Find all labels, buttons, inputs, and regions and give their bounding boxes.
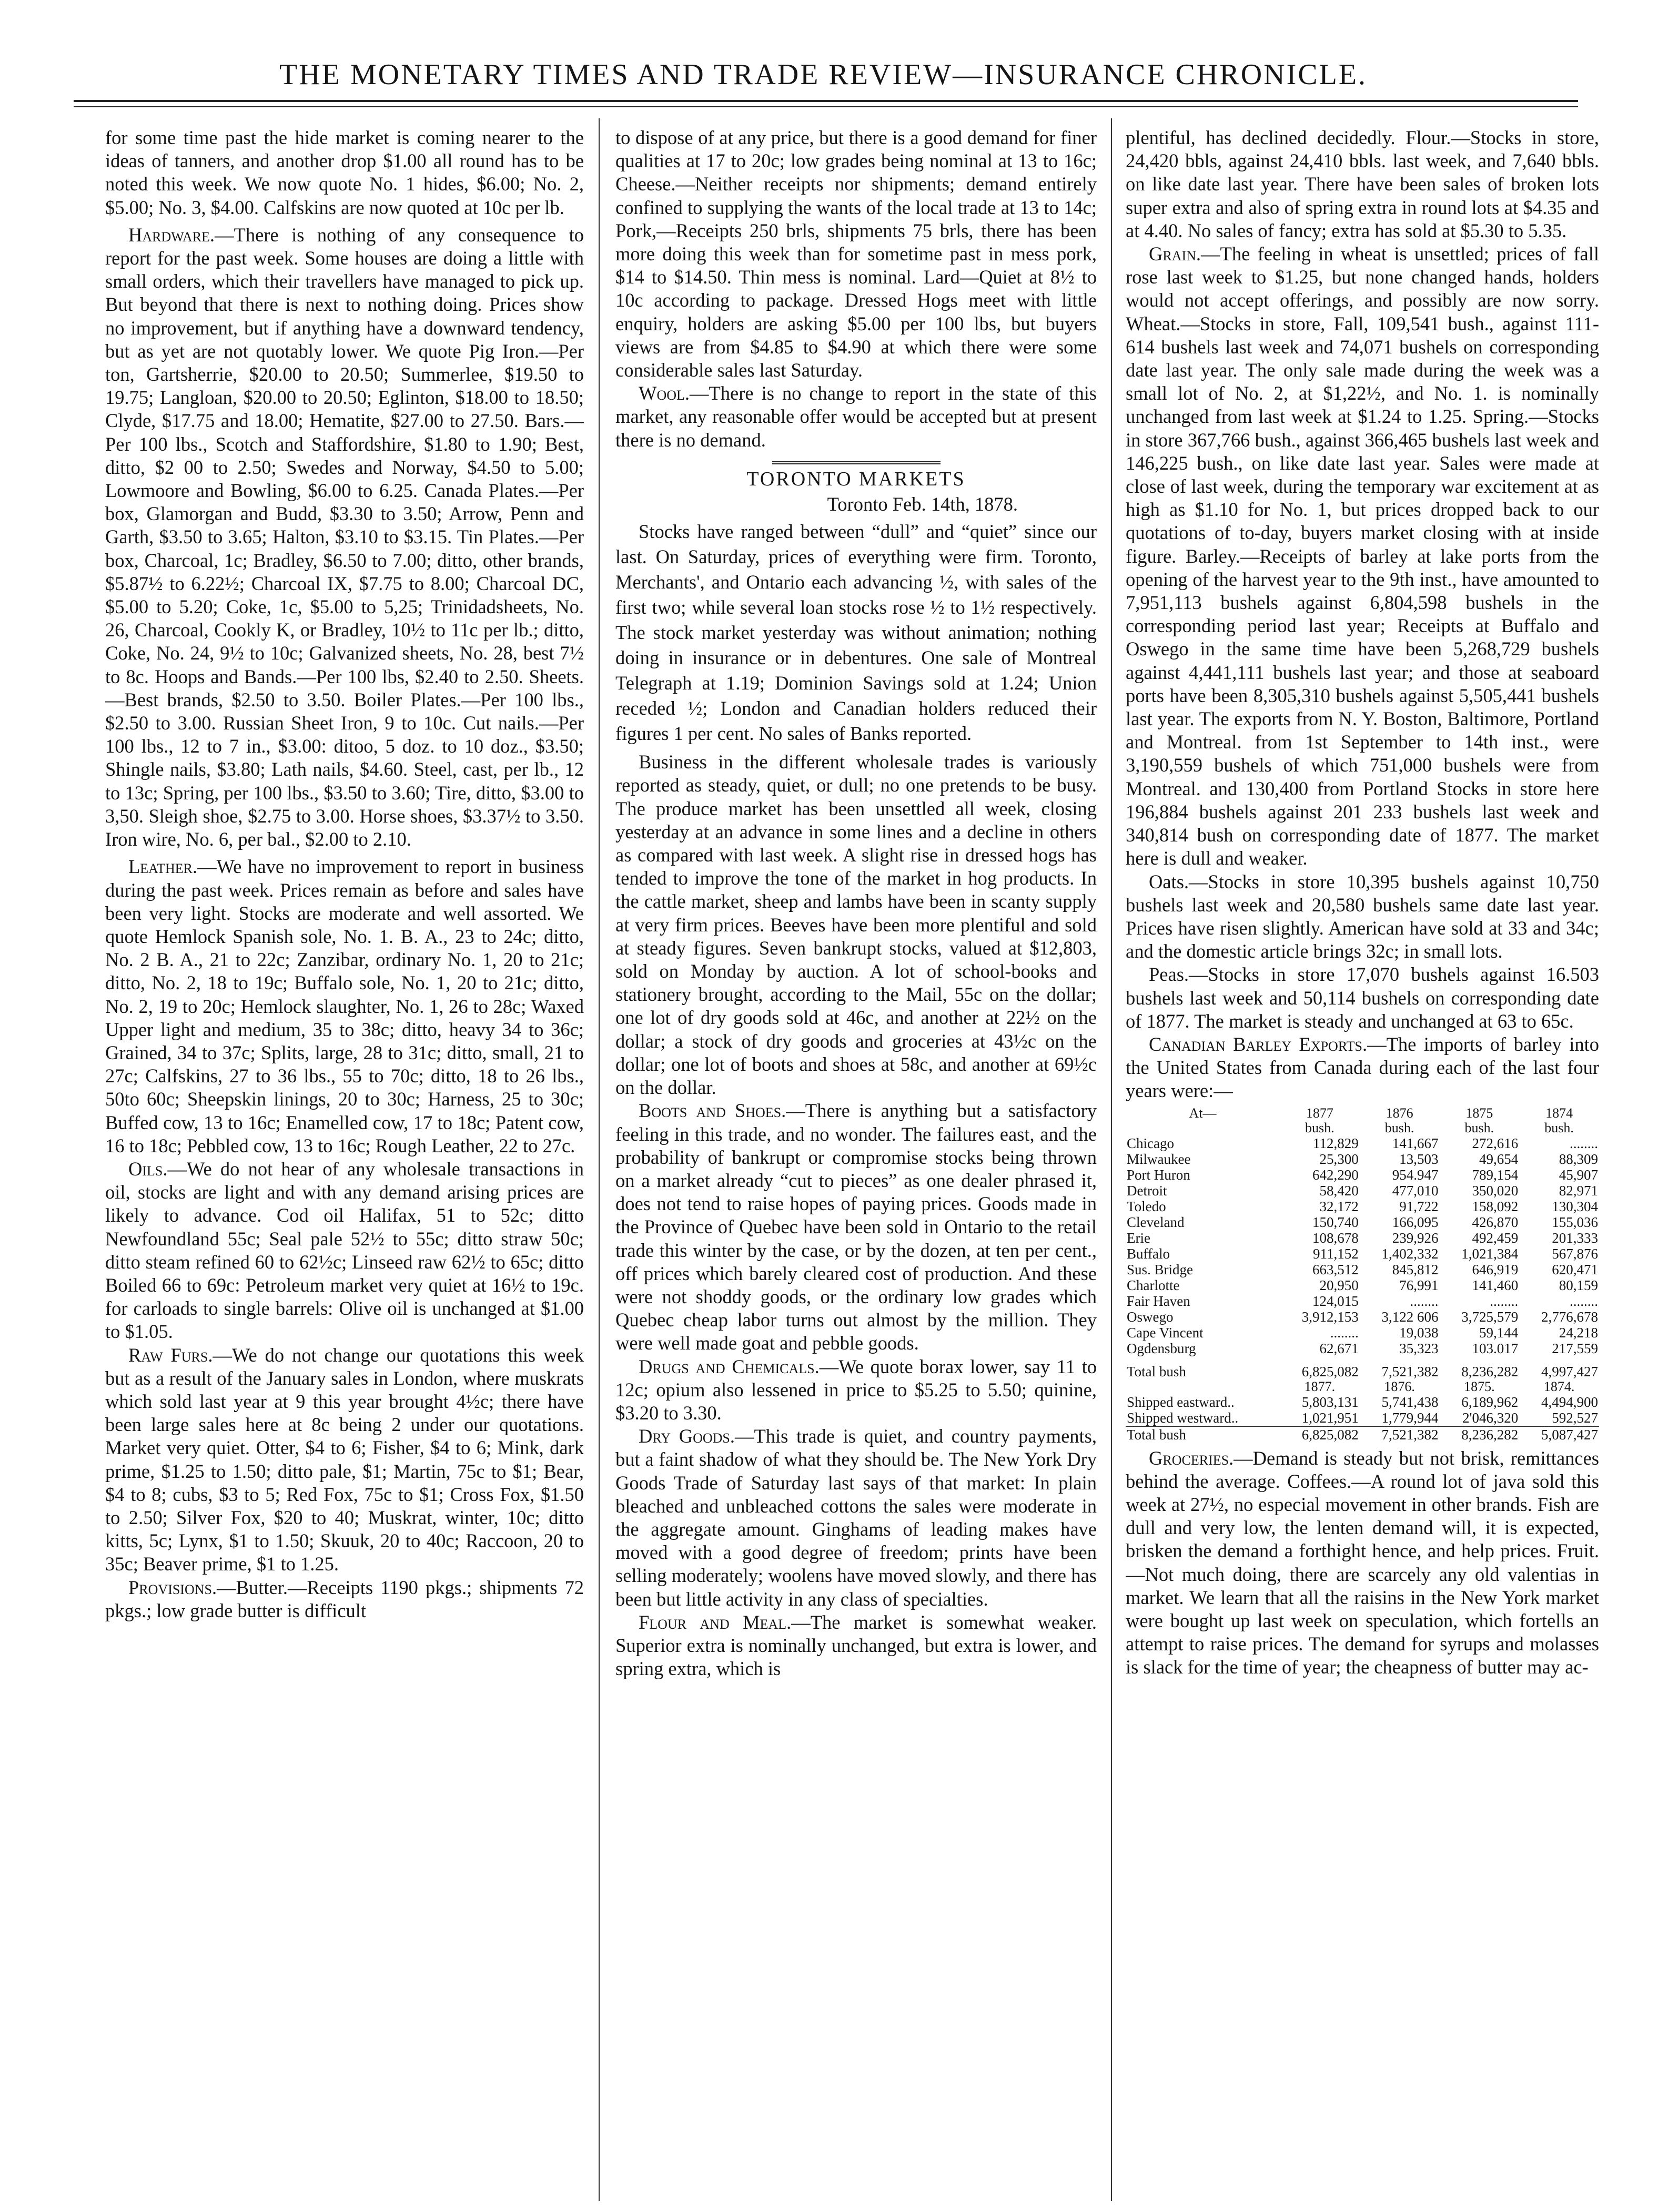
wool-text: —There is no change to report in the state of this market, any reasonable offer would be accepted but at present there is no demand. [615,382,1097,451]
table-unit-cell: bush. [1384,1120,1414,1135]
table-row [1126,1293,1599,1309]
flour-section [615,1611,1097,1681]
hardware-heading: Hardware. [128,224,215,246]
table-row [1126,1325,1599,1341]
table-row [1126,1277,1599,1293]
table-total-cell: 6,825,082 [1301,1363,1359,1379]
table-row [1126,1341,1599,1356]
header-rule-thick [74,100,1578,102]
drugs-section [615,1355,1097,1425]
table-value-cell: 492,459 [1472,1230,1519,1246]
column-3 [1126,126,1599,2204]
table-value-cell: 789,154 [1472,1166,1519,1183]
table-value-cell: 108,678 [1312,1230,1359,1246]
table-blank-cell [1126,1379,1280,1394]
groceries-heading: Groceries. [1149,1447,1234,1469]
column-divider-2 [1111,118,1112,2201]
table-westward-row [1126,1410,1599,1426]
table-port-name: Cape Vincent [1127,1324,1204,1341]
table-value-cell: 592,527 [1552,1409,1598,1426]
table-value-cell: 2'046,320 [1462,1409,1519,1426]
grain-section [1126,242,1599,870]
column-2 [615,126,1097,2204]
table-total-cell: 7,521,382 [1381,1426,1439,1443]
table-value-cell: 124,015 [1312,1293,1359,1309]
table-row [1126,1309,1599,1325]
table-value-cell: 80,159 [1559,1277,1598,1293]
dry-goods-heading: Dry Goods. [639,1425,735,1447]
provisions-continued: to dispose of at any price, but there is a good demand for finer qualities at 17 to 20c; low grades being nominal at 13 to 16c; Cheese.—Neither receipts nor shipments; demand entirely confined to supplying the wants of the local trade at 13 to 14c; Pork,—Receipts 250 brls, shipments 75 brls, there has been more doing this week than for sometime past in mess pork, $14 to $14.50. Thin mess is nominal. Lard—Quiet at 8½ to 10c according to package. Dressed Hogs meet with little enquiry, holders are asking $5.00 per 100 lbs, but buyers views are from $4.85 to $4.90 at which there were some considerable sales last Saturday. [615,127,1097,381]
table-port-name: Milwaukee [1127,1151,1191,1167]
dry-goods-text: —This trade is quiet, and country payments, but a faint shadow of what they should be. The New York Dry Goods Trade of Saturday last says of that market: In plain bleached and unbleached cottons the sales were moderate in the aggregate amount. Ginghams of leading makes have moved with a good degree of freedom; prints have been selling moderately; woolens have moved slowly, and there has been but little activity in any class of specialties. [615,1425,1097,1610]
table-year-cell: 1877. [1304,1378,1336,1394]
table-value-cell: 76,991 [1399,1277,1439,1293]
provisions-section [105,1576,584,1622]
peas-paragraph: Peas.—Stocks in store 17,070 bushels against 16.503 bushels last week and 50,114 bushels on corresponding date of 1877. The market is steady and unchanged at 63 to 65c. [1126,963,1599,1032]
business-paragraph: Business in the different wholesale trades is variously reported as steady, quiet, or dull; no one pretends to be busy. The produce market has been unsettled all week, closing yesterday at an advance in some lines and a decline in others as compared with last week. A slight rise in dressed hogs has tended to improve the tone of the market in hog products. In the cattle market, sheep and lambs have been in scanty supply at very firm prices. Beeves have been more plentiful and sold at steady figures. Seven bankrupt stocks, valued at $12,803, sold on Monday by auction. A lot of school-books and stationery brought, according to the Mail, 55c on the dollar; one lot of dry goods sold at 46c, and another at 22½ on the dollar; a stock of dry goods and groceries at 43½c on the dollar; one lot of boots and shoes at 58c, and another at 69½c on the dollar. [615,751,1097,1099]
boots-heading: Boots and Shoes. [639,1100,786,1122]
table-year-cell: 1876 [1386,1105,1413,1121]
table-value-cell: 1,021,951 [1301,1409,1359,1426]
table-row [1126,1167,1599,1183]
table-value-cell: ........ [1410,1293,1439,1309]
table-total-row-2 [1126,1427,1599,1443]
table-value-cell: 155,036 [1552,1214,1598,1230]
table-value-cell: 1,402,332 [1381,1245,1439,1262]
table-value-cell: 35,323 [1399,1340,1439,1356]
table-value-cell: 620,471 [1552,1261,1598,1277]
table-year-header [1126,1106,1599,1121]
table-value-cell: 82,971 [1559,1182,1598,1199]
table-value-cell: 32,172 [1319,1198,1359,1214]
table-port-name: Erie [1127,1230,1150,1246]
wool-heading: Wool. [639,382,690,404]
groceries-section [1126,1447,1599,1679]
table-total-label: Total bush [1127,1363,1186,1379]
table-at-label: At— [1189,1105,1217,1121]
table-value-cell: 24,218 [1559,1324,1598,1341]
leather-text: —We have no improvement to report in business during the past week. Prices remain as before and sales have been very light. Stocks are moderate and well assorted. We quote Hemlock Spanish sole, No. 1. B. A., 23 to 24c; ditto, No. 2 B. A., 21 to 22c; Zanzibar, ordinary No. 1, 20 to 21c; ditto, No. 2, 18 to 19c; Buffalo sole, No. 1, 20 to 21c; ditto, No. 2, 19 to 20c; Hemlock slaughter, No. 1, 26 to 28c; Waxed Upper light and medium, 35 to 38c; ditto, heavy 34 to 36c; Grained, 34 to 37c; Splits, large, 28 to 31c; ditto, small, 21 to 27c; Calfskins, 27 to 36 lbs., 55 to 70c; ditto, 18 to 26 lbs., 50to 60c; Sheepskin linings, 20 to 30c; Harness, 25 to 30c; Buffed cow, 13 to 16c; Enamelled cow, 17 to 18c; Patent cow, 16 to 18c; Pebbled cow, 13 to 16c; Rough Leather, 22 to 27c. [105,856,584,1156]
leather-heading: Leather. [128,856,198,878]
table-value-cell: 663,512 [1312,1261,1359,1277]
table-unit-cell: bush. [1464,1120,1494,1135]
table-value-cell: 239,926 [1392,1230,1439,1246]
table-value-cell: 201,333 [1552,1230,1598,1246]
table-port-name: Fair Haven [1127,1293,1190,1309]
table-unit-cell: bush. [1305,1120,1335,1135]
table-value-cell: 58,420 [1319,1182,1359,1199]
oils-text: —We do not hear of any wholesale transactions in oil, stocks are light and with any demand arising prices are likely to advance. Cod oil Halifax, 51 to 52c; ditto Newfoundland 55c; Seal pale 52½ to 55c; ditto straw 50c; ditto steam refined 60 to 62½c; Linseed raw 62½ to 65c; ditto Boiled 66 to 69c: Petroleum market very quiet at 16½ to 19c. for carloads to single barrels: Olive oil is unchanged at $1.00 to $1.05. [105,1158,584,1343]
table-value-cell: 2,776,678 [1541,1308,1598,1325]
table-total-cell: 8,236,282 [1461,1363,1519,1379]
furs-heading: Raw Furs. [128,1344,213,1366]
table-value-cell: 5,741,438 [1381,1394,1439,1410]
table-row [1126,1214,1599,1230]
table-value-cell: 141,460 [1472,1277,1519,1293]
table-unit-cell: bush. [1544,1120,1574,1135]
drugs-heading: Drugs and Chemicals. [639,1355,820,1377]
table-value-cell: 45,907 [1559,1166,1598,1183]
table-value-cell: 158,092 [1472,1198,1519,1214]
table-value-cell: 13,503 [1399,1151,1439,1167]
table-value-cell: 88,309 [1559,1151,1598,1167]
table-year-cell: 1877 [1306,1105,1333,1121]
groceries-text: —Demand is steady but not brisk, remittances behind the average. Coffees.—A round lot of java sold this week at 27½, no especial movement in other brands. Fish are dull and very low, the lenten demand will, it is expected, brisken the demand a forthight hence, and help prices. Fruit.—Not much doing, there are scarcely any old valentias in market. We learn that all the raisins in the New York market were bought up last week on speculation, which fortells an attempt to raise prices. The demand for syrups and molasses is slack for the time of year; the cheapness of butter may ac- [1126,1447,1599,1678]
oils-section [105,1158,584,1344]
column-divider-1 [599,118,600,2201]
table-row [1126,1135,1599,1151]
table-year-cell: 1875. [1464,1378,1495,1394]
table-eastward-row [1126,1394,1599,1410]
table-value-cell: 91,722 [1399,1198,1439,1214]
table-value-cell: 954.947 [1392,1166,1439,1183]
table-value-cell: 112,829 [1312,1135,1359,1151]
table-port-name: Port Huron [1127,1166,1190,1183]
boots-section [615,1099,1097,1355]
table-row [1126,1230,1599,1246]
table-year-cell: 1874. [1543,1378,1575,1394]
table-total-cell: 7,521,382 [1381,1363,1439,1379]
header-rule-thin [74,106,1578,107]
table-value-cell: ........ [1570,1293,1598,1309]
table-year-subheader [1126,1379,1599,1394]
table-year-cell: 1876. [1384,1378,1415,1394]
table-total-cell: 4,997,427 [1541,1363,1598,1379]
table-total-cell: 5,087,427 [1541,1426,1598,1443]
table-value-cell: 5,803,131 [1301,1394,1359,1410]
table-value-cell: 103.017 [1472,1340,1519,1356]
column-1 [105,126,584,2204]
table-value-cell: 25,300 [1319,1151,1359,1167]
table-value-cell: 49,654 [1479,1151,1519,1167]
furs-section [105,1344,584,1576]
table-year-cell: 1874 [1545,1105,1573,1121]
table-value-cell: 166,095 [1392,1214,1439,1230]
table-value-cell: 150,740 [1312,1214,1359,1230]
table-row [1126,1183,1599,1199]
provisions-heading: Provisions. [128,1576,217,1598]
toronto-markets-date: Toronto Feb. 14th, 1878. [827,493,1018,515]
barley-exports-intro: —The imports of barley into the United States from Canada during each of the last four years were:— [1126,1033,1599,1102]
table-eastward-label: Shipped eastward.. [1127,1394,1235,1410]
table-value-cell: 62,671 [1319,1340,1359,1356]
provisions-text: —Butter.—Receipts 1190 pkgs.; shipments 72 pkgs.; low grade butter is difficult [105,1576,584,1621]
table-value-cell: 6,189,962 [1461,1394,1519,1410]
boots-text: —There is anything but a satisfactory feeling in this trade, and no wonder. The failures east, and the probability of bankrupt or compromise stocks being thrown on a market already “cut to pieces” as one dealer phrased it, does not tend to raise hopes of paying prices. Goods made in the Province of Quebec have been sold in Ontario to the retail trade this winter by the case, or by the dozen, at ten per cent., off prices which barely cleared cost of production. And these were not shoddy goods, or the ordinary low grades which Quebec cheap labor turns out almost by the million. They were well made goat and pebble goods. [615,1100,1097,1354]
table-row [1126,1262,1599,1277]
table-value-cell: 20,950 [1319,1277,1359,1293]
table-value-cell: 845,812 [1392,1261,1439,1277]
table-port-name: Chicago [1127,1135,1174,1151]
table-value-cell: ........ [1490,1293,1519,1309]
oils-heading: Oils. [128,1158,168,1180]
barley-exports-section [1126,1033,1599,1103]
table-value-cell: 4,494,900 [1541,1394,1598,1410]
hides-paragraph: for some time past the hide market is coming nearer to the ideas of tanners, and another drop $1.00 all round has to be noted this week. We now quote No. 1 hides, $6.00; No. 2, $5.00; No. 3, $4.00. Calfskins are now quoted at 10c per lb. [105,127,584,218]
table-value-cell: ........ [1570,1135,1598,1151]
table-port-name: Charlotte [1127,1277,1180,1293]
table-port-name: Detroit [1127,1182,1167,1199]
table-blank-cell [1126,1121,1280,1135]
table-value-cell: 3,122 606 [1381,1308,1439,1325]
dry-goods-section [615,1425,1097,1611]
table-port-name: Cleveland [1127,1214,1185,1230]
flour-text: —The market is somewhat weaker. Superior extra is nominally unchanged, but extra is lower, and spring extra, which is [615,1611,1097,1680]
wool-section [615,382,1097,452]
table-port-name: Oswego [1127,1308,1174,1325]
table-value-cell: 567,876 [1552,1245,1598,1262]
barley-exports-heading: Canadian Barley Exports. [1149,1033,1368,1055]
table-value-cell: 3,912,153 [1301,1308,1359,1325]
table-value-cell: 426,870 [1472,1214,1519,1230]
section-rule [772,461,941,464]
barley-imports-table [1126,1106,1599,1443]
flour-heading: Flour and Meal. [639,1611,792,1633]
table-year-cell: 1875 [1465,1105,1493,1121]
drugs-text: —We quote borax lower, say 11 to 12c; opium also lessened in price to $5.25 to 5.50; quinine, $3.20 to 3.30. [615,1355,1097,1424]
table-value-cell: 350,020 [1472,1182,1519,1199]
table-row [1126,1246,1599,1262]
table-value-cell: 477,010 [1392,1182,1439,1199]
table-total-cell: 8,236,282 [1461,1426,1519,1443]
table-value-cell: 911,152 [1312,1245,1359,1262]
table-value-cell: 3,725,579 [1461,1308,1519,1325]
table-port-name: Sus. Bridge [1127,1261,1194,1277]
table-value-cell: 130,304 [1552,1198,1598,1214]
grain-text: —The feeling in wheat is unsettled; prices of fall rose last week to $1.25, but none changed hands, holders would not accept offerings, and possibly are now sorry. Wheat.—Stocks in store, Fall, 109,541 bush., against 111-614 bushels last week and 74,071 bushels on corresponding date last year. The only sale made during the week was a small lot of No. 2, at $1,22½, and No. 1. is nominally unchanged from last week at $1.24 to 1.25. Spring.—Stocks in store 367,766 bush., against 366,465 bushels last week and 146,225 bush., on like date last year. Sales were made at close of last week, during the temporary war excitement at as high as $1.10 for No. 1, but prices dropped back to our quotations of to-day, buyers market closing with at inside figure. Barley.—Receipts of barley at lake ports from the opening of the harvest year to the 9th inst., have amounted to 7,951,113 bushels against 6,804,598 bushels in the corresponding period last year; Receipts at Buffalo and Oswego in the same time have been 5,268,729 bushels against 4,441,111 bushels last year; and those at seaboard ports have been 8,305,310 bushels against 5,505,441 bushels last year. The exports from N. Y. Boston, Baltimore, Portland and Montreal. from 1st September to 14th inst., were 3,190,559 bushels of which 751,000 bushels were from Montreal. and 130,400 from Portland Stocks in store here 196,884 bushels against 201 233 bushels last week and 340,814 bush on corresponding date of 1877. The market here is dull and weaker. [1126,243,1599,869]
table-total-label: Total bush [1127,1426,1186,1443]
table-value-cell: 19,038 [1399,1324,1439,1341]
table-value-cell: 646,919 [1472,1261,1519,1277]
stocks-paragraph: Stocks have ranged between “dull” and “quiet” since our last. On Saturday, prices of everything were firm. Toronto, Merchants', and Ontario each advancing ½, with sales of the first two; while several loan stocks rose ½ to 1½ respectively. The stock market yesterday was without animation; nothing doing in insurance or in debentures. One sale of Montreal Telegraph at 1.19; Dominion Savings sold at 1.24; Union receded ½; London and Canadian holders reduced their figures 1 per cent. No sales of Banks reported. [615,521,1097,745]
table-port-name: Buffalo [1127,1245,1170,1262]
table-value-cell: 272,616 [1472,1135,1519,1151]
hardware-text: —There is nothing of any consequence to report for the past week. Some houses are doing a little with small orders, which their travellers have managed to pick up. But beyond that there is next to nothing doing. Prices show no improvement, but if anything have a downward tendency, but as yet are not quotably lower. We quote Pig Iron.—Per ton, Gartsherrie, $20.00 to 20.50; Summerlee, $19.50 to 19.75; Langloan, $20.00 to 20.50; Eglinton, $18.00 to 18.50; Clyde, $17.75 and 18.00; Hematite, $27.00 to 27.50. Bars.—Per 100 lbs., Scotch and Staffordshire, $1.80 to 1.90; Best, ditto, $2 00 to 2.50; Swedes and Norway, $4.50 to 5.00; Lowmoore and Bowling, $6.00 to 6.25. Canada Plates.—Per box, Glamorgan and Budd, $3.30 to 3.50; Arrow, Penn and Garth, $3.50 to 3.65; Halton, $3.10 to $3.15. Tin Plates.—Per box, Charcoal, 1c; Bradley, $6.50 to 7.00; ditto, other brands, $5.87½ to 6.22½; Charcoal IX, $7.75 to 8.00; Charcoal DC, $5.00 to 5.20; Coke, 1c, $5.00 to 5,25; Trinidadsheets, No. 26, Charcoal, Cookly K, or Bradley, 10½ to 11c per lb.; ditto, Coke, No. 24, 9½ to 10c; Galvanized sheets, No. 28, best 7½ to 8c. Hoops and Bands.—Per 100 lbs, $2.40 to 2.50. Sheets.—Best brands, $2.50 to 3.50. Boiler Plates.—Per 100 lbs., $2.50 to 3.00. Russian Sheet Iron, 9 to 10c. Cut nails.—Per 100 lbs., 12 to 7 in., $3.00: ditoo, 5 doz. to 10 doz., $3.50; Shingle nails, $3.80; Lath nails, $4.60. Steel, cast, per lb., 12 to 13c; Spring, per 100 lbs., $3.50 to 3.60; Tire, ditto, $3.00 to 3,50. Sleigh shoe, $2.75 to 3.00. Horse shoes, $3.37½ to 3.50. Iron wire, No. 6, per bal., $2.00 to 2.10. [105,224,584,850]
leather-section [105,855,584,1158]
furs-text: —We do not change our quotations this week but as a result of the January sales in London, where muskrats which sold last year at 9 this year brought 4½c; there have been large sales here at 8c being 2 under our quotations. Market very quiet. Otter, $4 to 6; Fisher, $4 to 6; Mink, dark prime, $1.25 to 1.50; ditto pale, $1; Martin, 75c to $1; Bear, $4 to 8; cubs, $3 to 5; Red Fox, 75c to $1; Cross Fox, $1.50 to 2.50; Silver Fox, $20 to 40; Muskrat, winter, 10c; ditto kitts, 5c; Lynx, $1 to 1.50; Skuuk, 20 to 40c; Raccoon, 20 to 35c; Beaver prime, $1 to 1.25. [105,1344,584,1575]
table-value-cell: 1,021,384 [1461,1245,1519,1262]
table-total-row [1126,1356,1599,1379]
table-value-cell: ........ [1330,1324,1359,1341]
oats-paragraph: Oats.—Stocks in store 10,395 bushels against 10,750 bushels last week and 20,580 bushels same date last year. Prices have risen slightly. American have sold at 33 and 34c; and the domestic article brings 32c; in small lots. [1126,870,1599,962]
table-value-cell: 217,559 [1552,1340,1598,1356]
table-value-cell: 141,667 [1392,1135,1439,1151]
toronto-markets-title: TORONTO MARKETS [746,468,966,490]
table-value-cell: 642,290 [1312,1166,1359,1183]
hardware-section [105,224,584,851]
table-value-cell: 59,144 [1479,1324,1519,1341]
grain-heading: Grain. [1149,243,1201,265]
table-port-name: Toledo [1127,1198,1166,1214]
table-port-name: Ogdensburg [1127,1340,1196,1356]
table-unit-header [1126,1121,1599,1135]
page-header: THE MONETARY TIMES AND TRADE REVIEW—INSURANCE CHRONICLE. [279,58,1367,91]
table-row [1126,1151,1599,1167]
flour-continued: plentiful, has declined decidedly. Flour.—Stocks in store, 24,420 bbls, against 24,410 bbls. last week, and 7,640 bbls. on like date last year. There have been sales of broken lots super extra and also of spring extra in round lots at $4.35 and at 4.40. No sales of fancy; extra has sold at $5.30 to 5.35. [1126,127,1599,241]
table-row [1126,1199,1599,1214]
table-value-cell: 1,779,944 [1381,1409,1439,1426]
table-total-cell: 6,825,082 [1301,1426,1359,1443]
table-westward-label: Shipped westward.. [1127,1409,1239,1426]
